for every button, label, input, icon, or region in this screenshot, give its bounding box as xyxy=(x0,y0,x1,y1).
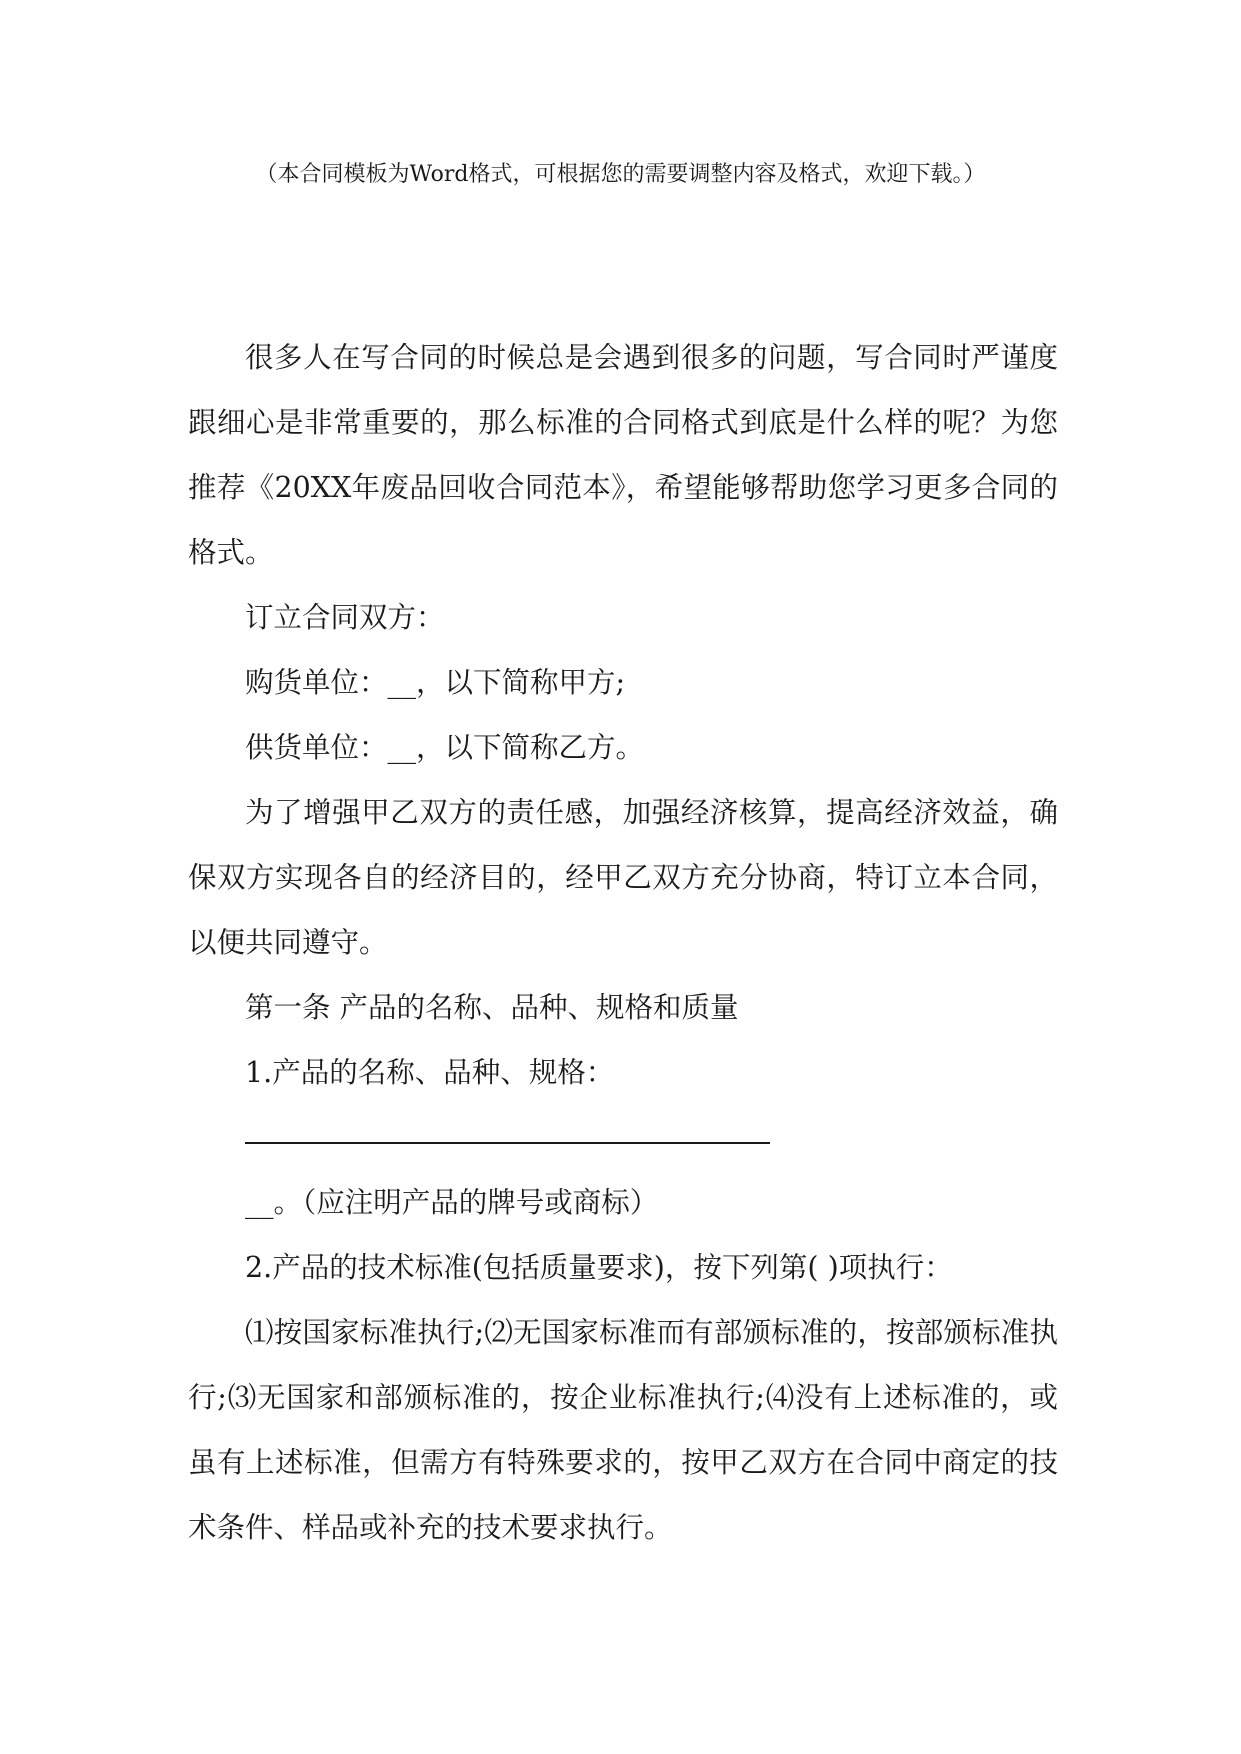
article1-title: 第一条 产品的名称、品种、规格和质量 xyxy=(245,991,739,1024)
purpose-paragraph: 为了增强甲乙双方的责任感，加强经济核算，提高经济效益，确保双方实现各自的经济目的，经甲乙双方充分协商，特订立本合同，以便共同遵守。 xyxy=(188,796,1058,959)
parties-heading: 订立合同双方： xyxy=(245,601,445,634)
blank-rule xyxy=(245,1142,770,1144)
template-note: （本合同模板为Word格式，可根据您的需要调整内容及格式，欢迎下载。） xyxy=(255,162,986,187)
intro-paragraph: 很多人在写合同的时候总是会遇到很多的问题，写合同时严谨度跟细心是非常重要的，那么标准的合同格式到底是什么样的呢？为您推荐《20XX年废品回收合同范本》，希望能够帮助您学习更多合同的格式。 xyxy=(188,341,1058,569)
item1-line: 1.产品的名称、品种、规格： xyxy=(245,1056,615,1089)
seller-line: 供货单位：__，以下简称乙方。 xyxy=(245,731,645,764)
buyer-line: 购货单位：__，以下简称甲方; xyxy=(245,666,626,699)
item1-note: __。（应注明产品的牌号或商标） xyxy=(245,1186,659,1219)
item2-line: 2.产品的技术标准(包括质量要求)，按下列第( )项执行： xyxy=(245,1251,953,1284)
item2-options: ⑴按国家标准执行;⑵无国家标准而有部颁标准的，按部颁标准执行;⑶无国家和部颁标准的，按企业标准执行;⑷没有上述标准的，或虽有上述标准，但需方有特殊要求的，按甲乙双方在合同中商定的技术条件、样品或补充的技术要求执行。 xyxy=(188,1316,1058,1544)
fill-in-blank-line xyxy=(245,1105,1058,1170)
contract-body xyxy=(188,325,1058,1560)
